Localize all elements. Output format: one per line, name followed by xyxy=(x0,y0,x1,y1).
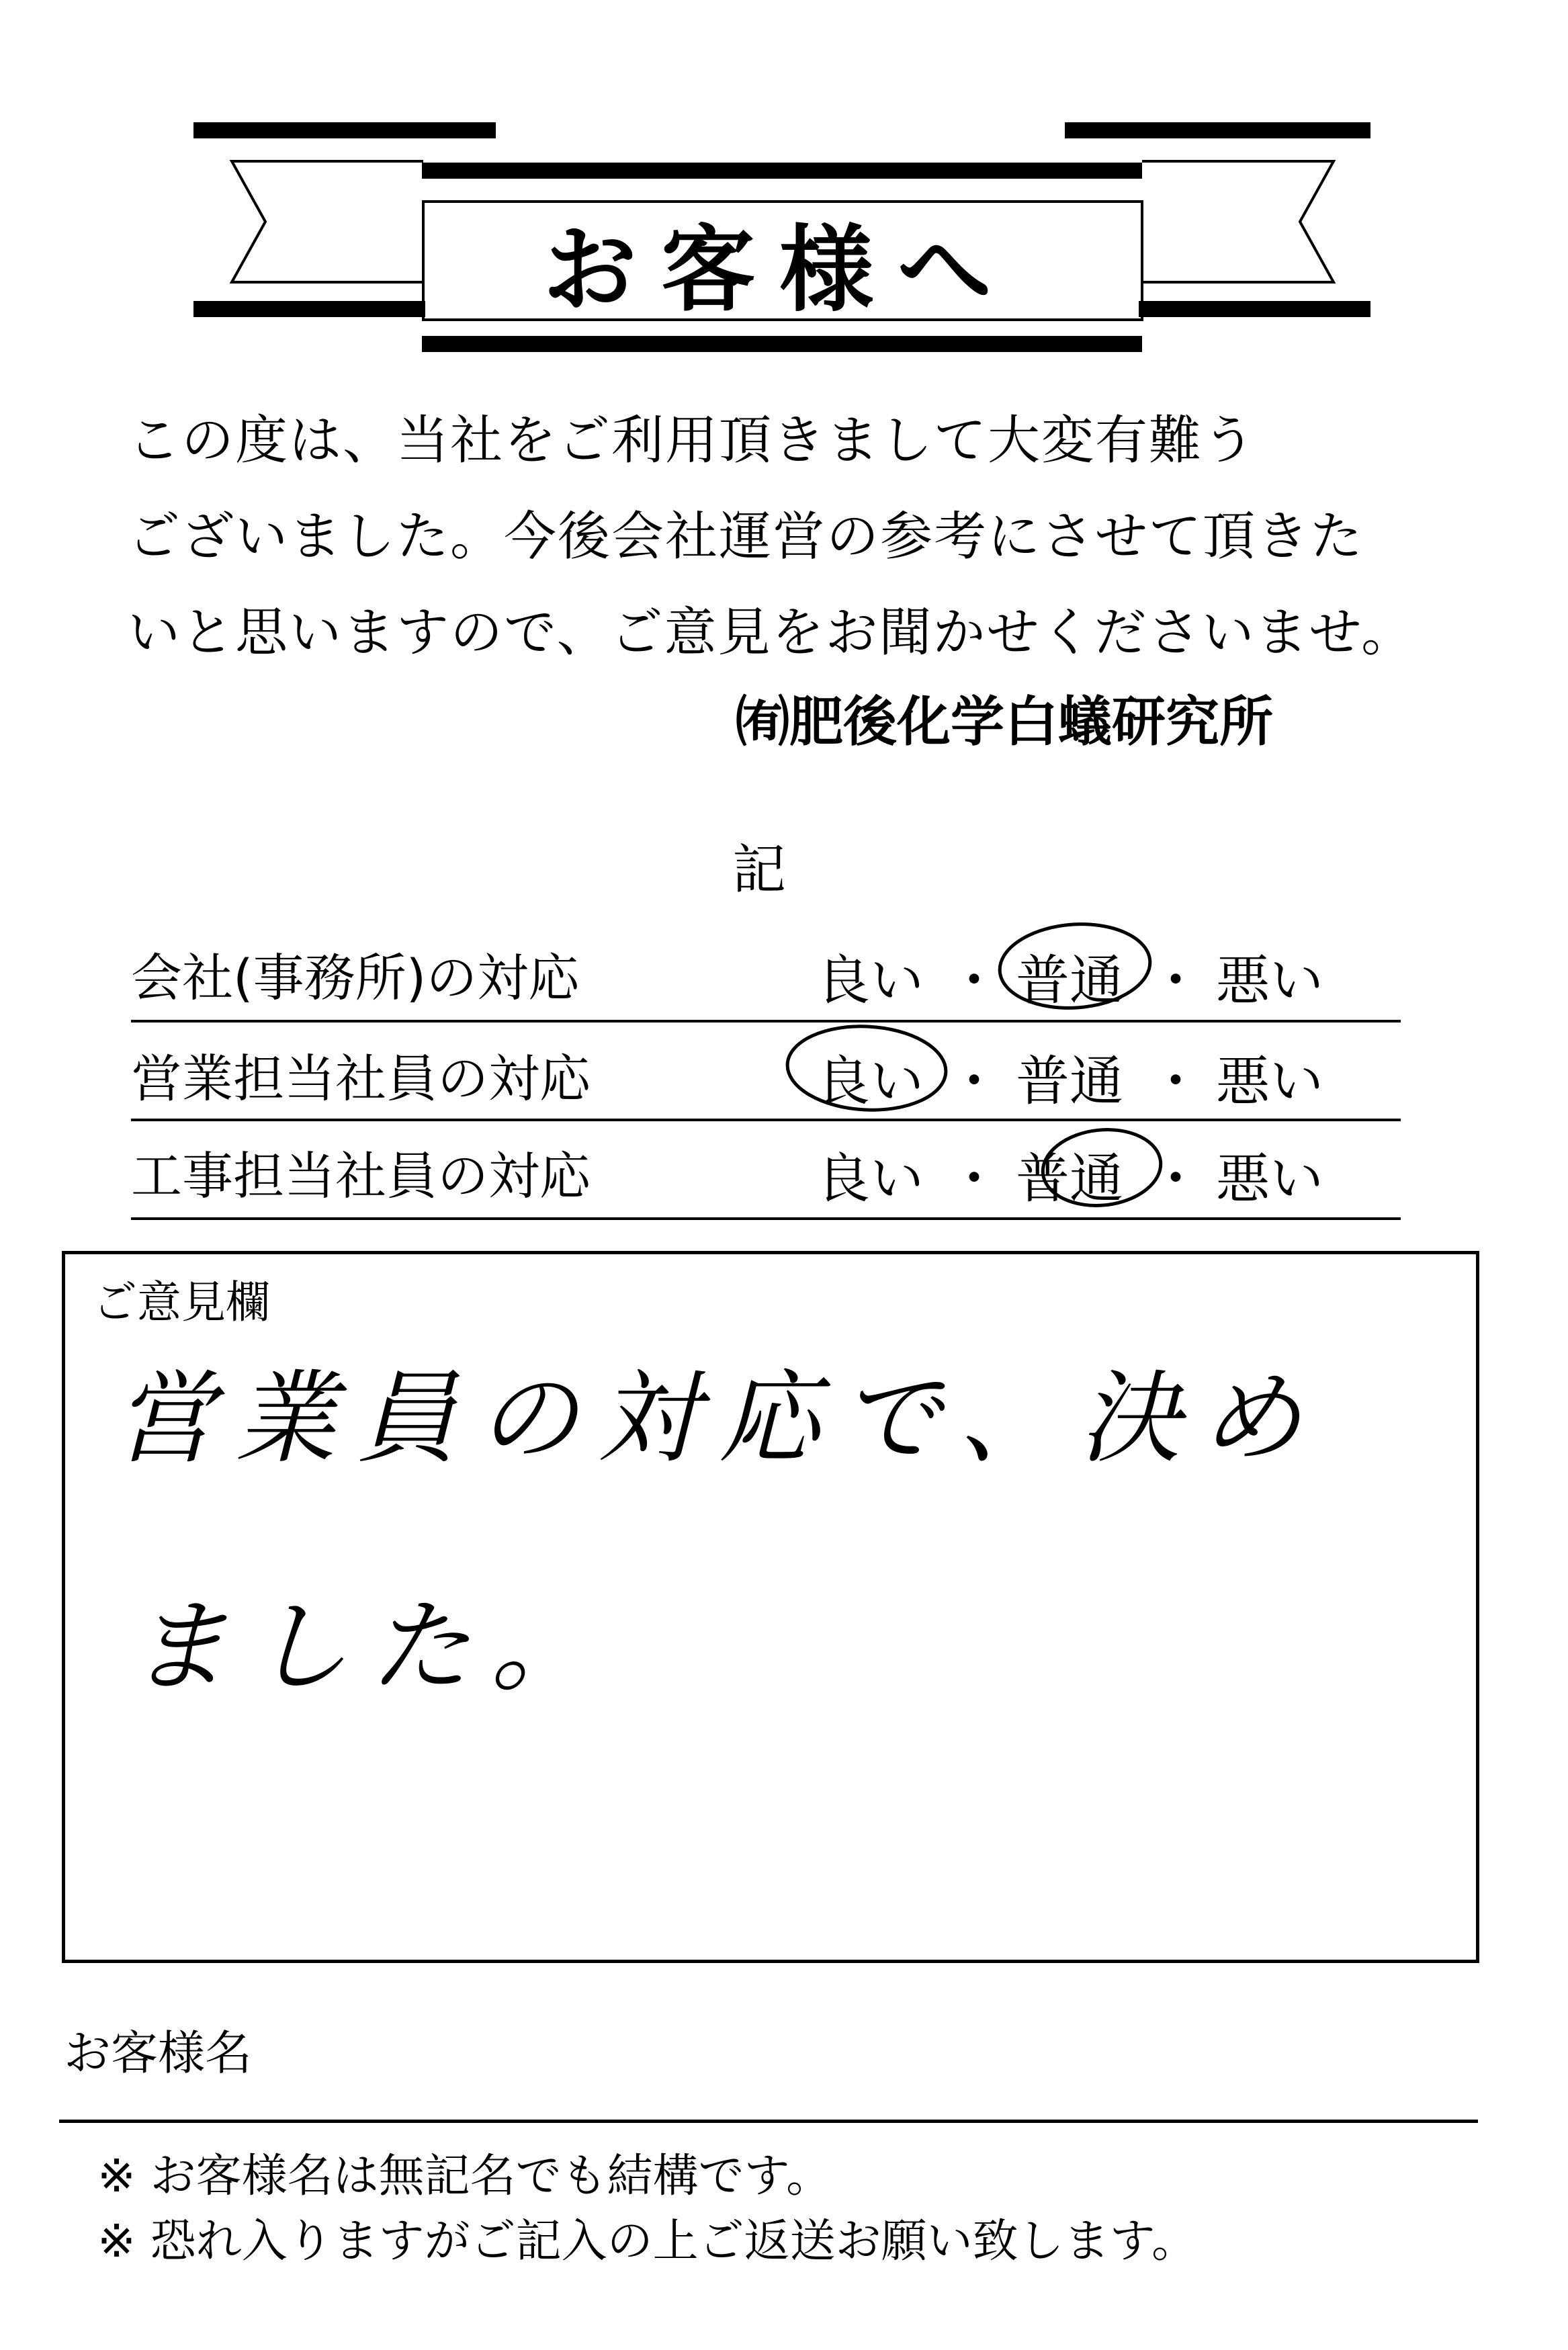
option-bad[interactable]: 悪い xyxy=(1216,1147,1323,1210)
handwritten-comment-line1: 営業員の対応で、決め xyxy=(114,1360,1322,1477)
handwritten-comment-line2: ました。 xyxy=(128,1589,612,1706)
option-good[interactable]: 良い xyxy=(816,1050,924,1113)
option-normal[interactable]: 普通 xyxy=(1016,1147,1123,1210)
option-normal[interactable]: 普通 xyxy=(1016,949,1123,1012)
option-bad[interactable]: 悪い xyxy=(1216,949,1323,1012)
customer-name-underline xyxy=(59,2120,1478,2123)
intro-line: ございました。今後会社運営の参考にさせて頂きた xyxy=(128,507,1364,567)
intro-line: この度は、当社をご利用頂きまして大変有難う xyxy=(128,410,1257,471)
survey-row-label: 会社(事務所)の対応 xyxy=(131,948,580,1008)
option-bad[interactable]: 悪い xyxy=(1216,1050,1323,1113)
footnote: ※ 恐れ入りますがご記入の上ご返送お願い致します。 xyxy=(97,2215,1198,2268)
intro-line: いと思いますので、ご意見をお聞かせくださいませ。 xyxy=(128,603,1415,663)
option-good[interactable]: 良い xyxy=(816,1147,924,1210)
option-separator: ・ xyxy=(947,1050,1001,1113)
footnote: ※ お客様名は無記名でも結構です。 xyxy=(97,2150,832,2203)
option-separator: ・ xyxy=(947,949,1001,1012)
page-title: お客様へ xyxy=(542,214,1016,325)
option-separator: ・ xyxy=(1149,1147,1203,1210)
option-good[interactable]: 良い xyxy=(816,949,924,1012)
option-separator: ・ xyxy=(1149,949,1203,1012)
selection-circle-row1-normal xyxy=(997,919,1153,1012)
survey-row-label: 営業担当社員の対応 xyxy=(131,1049,591,1108)
survey-row-label: 工事担当社員の対応 xyxy=(131,1146,591,1206)
customer-name-label: お客様名 xyxy=(64,2026,252,2081)
selection-circle-row3-normal xyxy=(1039,1124,1165,1211)
company-name: ㈲肥後化学白蟻研究所 xyxy=(736,691,1273,753)
option-separator: ・ xyxy=(947,1147,1001,1210)
ki-heading: 記 xyxy=(732,838,786,901)
comments-label: ご意見欄 xyxy=(93,1276,270,1328)
selection-circle-row2-good xyxy=(785,1022,948,1114)
option-normal[interactable]: 普通 xyxy=(1016,1050,1123,1113)
option-separator: ・ xyxy=(1149,1050,1203,1113)
